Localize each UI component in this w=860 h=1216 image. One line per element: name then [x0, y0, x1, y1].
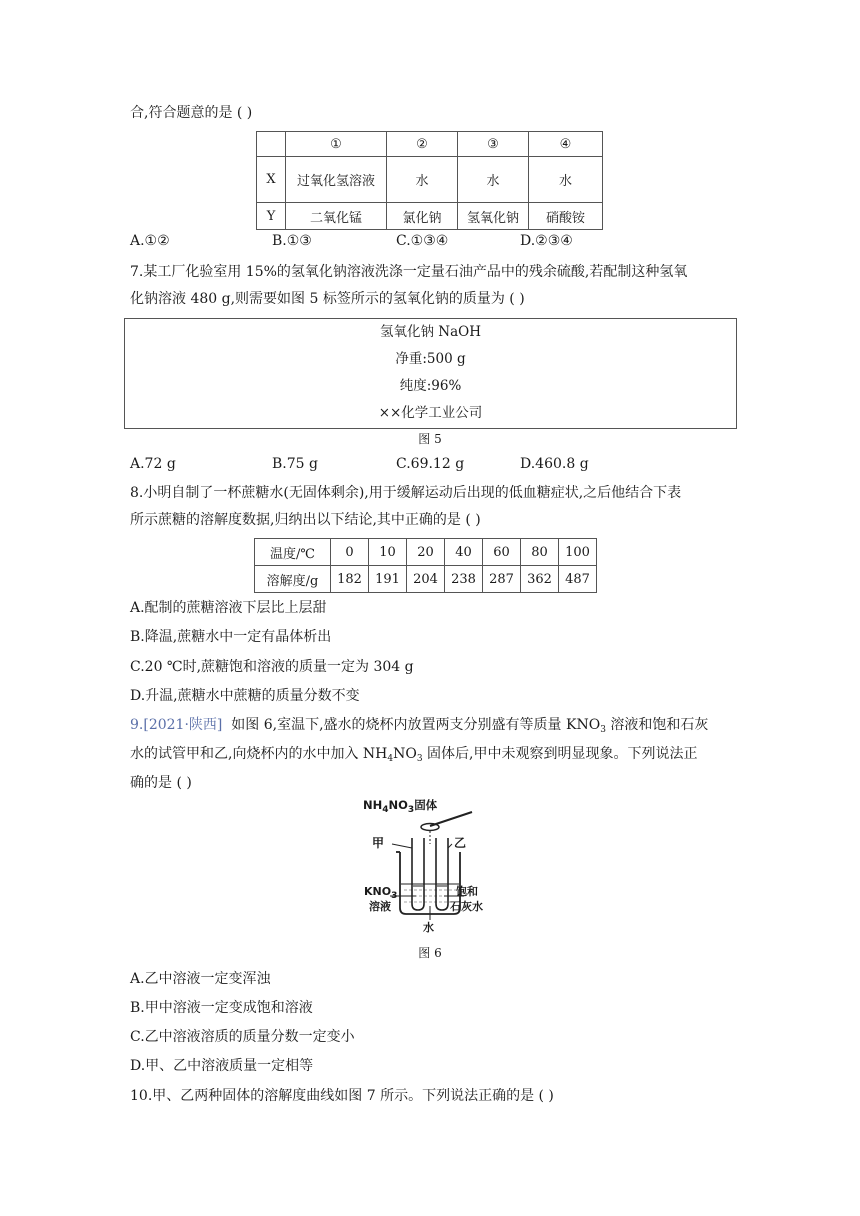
- fig6-label-water: 水: [423, 921, 434, 934]
- q9-stem-line1: [130, 715, 708, 735]
- fig6-label-solid: [363, 797, 437, 813]
- fig6-label-jia: 甲: [372, 836, 385, 850]
- q9-option-b: B.甲中溶液一定变成饱和溶液: [130, 1000, 313, 1016]
- q7-option-a: A.72 g: [130, 456, 176, 472]
- q9-source-tag: 9.[2021·陕西]: [130, 717, 223, 733]
- q6-option-b: B.①③: [272, 233, 312, 249]
- q6-cell: 氢氧化钠: [458, 203, 529, 230]
- fig6-text: NH: [363, 798, 383, 812]
- solubility-header: 溶解度/g: [255, 566, 331, 593]
- q6-cell: 二氧化锰: [286, 203, 387, 230]
- q9-subscript: 3: [416, 754, 423, 764]
- q6-cell: X: [257, 157, 286, 203]
- q9-text: 如图 6,室温下,盛水的烧杯内放置两支分别盛有等质量 KNO: [231, 717, 601, 733]
- q6-cell: 水: [387, 157, 458, 203]
- q6-cell: 水: [458, 157, 529, 203]
- q8-option-a: A.配制的蔗糖溶液下层比上层甜: [130, 600, 327, 616]
- q9-stem-line2: [130, 744, 697, 764]
- temp-cell: 60: [483, 539, 521, 566]
- solubility-cell: 362: [521, 566, 559, 593]
- solubility-table: [254, 538, 597, 593]
- q6-cell: ①: [286, 132, 387, 157]
- q6-cell: 氯化钠: [387, 203, 458, 230]
- fig6-label-solution: 溶液: [369, 900, 391, 913]
- figure6-caption: 图 6: [418, 946, 442, 960]
- solubility-cell: 204: [407, 566, 445, 593]
- q6-option-a: A.①②: [130, 233, 170, 249]
- solubility-cell: 238: [445, 566, 483, 593]
- fig6-label-limewater: 石灰水: [450, 900, 483, 913]
- q7-stem-line2: 化钠溶液 480 g,则需要如图 5 标签所示的氢氧化钠的质量为 ( ): [130, 291, 525, 307]
- q6-table: [256, 131, 603, 230]
- q6-stem-tail: 合,符合题意的是 ( ): [130, 105, 253, 121]
- q9-text: 固体后,甲中未观察到明显现象。下列说法正: [422, 746, 698, 762]
- figure6-beaker-diagram: [360, 800, 500, 938]
- leader-jia: [392, 844, 412, 848]
- q8-option-d: D.升温,蔗糖水中蔗糖的质量分数不变: [130, 688, 360, 704]
- q9-option-c: C.乙中溶液溶质的质量分数一定变小: [130, 1029, 355, 1045]
- solubility-cell: 287: [483, 566, 521, 593]
- fig6-text: NO: [388, 798, 408, 812]
- fig6-subscript: 3: [407, 805, 415, 815]
- q9-subscript: 4: [387, 754, 394, 764]
- temp-cell: 10: [369, 539, 407, 566]
- fig6-subscript: 3: [391, 891, 398, 901]
- q7-option-c: C.69.12 g: [396, 456, 465, 472]
- test-tube-yi: [436, 838, 448, 910]
- fig6-text: KNO: [364, 885, 392, 898]
- q6-cell: [257, 132, 286, 157]
- q6-cell: 过氧化氢溶液: [286, 157, 387, 203]
- spoon-bowl: [421, 824, 439, 831]
- q8-stem-line1: 8.小明自制了一杯蔗糖水(无固体剩余),用于缓解运动后出现的低血糖症状,之后他结合下表: [130, 485, 682, 501]
- test-tube-jia: [412, 838, 424, 910]
- temp-cell: 100: [559, 539, 597, 566]
- temp-cell: 40: [445, 539, 483, 566]
- q9-subscript: 3: [600, 725, 606, 735]
- product-label-box: [124, 318, 737, 429]
- q8-option-b: B.降温,蔗糖水中一定有晶体析出: [130, 629, 332, 645]
- fig6-label-saturated: 饱和: [456, 885, 478, 898]
- temp-header: 温度/℃: [255, 539, 331, 566]
- fig6-label-yi: 乙: [454, 836, 467, 850]
- q6-option-c: C.①③④: [396, 233, 449, 249]
- figure5-caption: 图 5: [418, 432, 442, 446]
- q6-option-d: D.②③④: [520, 233, 573, 249]
- q9-text: 溶液和饱和石灰: [605, 717, 709, 733]
- label-line-name: 氢氧化钠 NaOH: [380, 324, 481, 340]
- temp-cell: 80: [521, 539, 559, 566]
- fig6-subscript: 4: [382, 805, 389, 815]
- solubility-cell: 191: [369, 566, 407, 593]
- q6-cell: ④: [529, 132, 603, 157]
- q6-cell: ②: [387, 132, 458, 157]
- q6-cell: Y: [257, 203, 286, 230]
- q8-stem-line2: 所示蔗糖的溶解度数据,归纳出以下结论,其中正确的是 ( ): [130, 512, 481, 528]
- q6-cell: 水: [529, 157, 603, 203]
- q9-stem-line3: 确的是 ( ): [130, 775, 192, 791]
- q8-option-c: C.20 ℃时,蔗糖饱和溶液的质量一定为 304 g: [130, 659, 414, 675]
- label-line-weight: 净重:500 g: [395, 351, 466, 367]
- q7-stem-line1: 7.某工厂化验室用 15%的氢氧化钠溶液洗涤一定量石油产品中的残余硫酸,若配制这种氢氧: [130, 264, 688, 280]
- temp-cell: 20: [407, 539, 445, 566]
- fig6-text: 固体: [414, 798, 438, 812]
- fig6-label-kno3: [364, 885, 397, 899]
- q9-option-d: D.甲、乙中溶液质量一定相等: [130, 1058, 314, 1074]
- solubility-cell: 487: [559, 566, 597, 593]
- q9-text: NO: [393, 746, 417, 762]
- q9-text: 水的试管甲和乙,向烧杯内的水中加入 NH: [130, 746, 388, 762]
- q6-cell: 硝酸铵: [529, 203, 603, 230]
- q7-option-d: D.460.8 g: [520, 456, 589, 472]
- q9-option-a: A.乙中溶液一定变浑浊: [130, 971, 271, 987]
- label-line-company: ××化学工业公司: [378, 405, 483, 421]
- q10-stem-line1: 10.甲、乙两种固体的溶解度曲线如图 7 所示。下列说法正确的是 ( ): [130, 1088, 554, 1104]
- q7-option-b: B.75 g: [272, 456, 318, 472]
- temp-cell: 0: [331, 539, 369, 566]
- label-line-purity: 纯度:96%: [399, 378, 462, 394]
- q6-cell: ③: [458, 132, 529, 157]
- solubility-cell: 182: [331, 566, 369, 593]
